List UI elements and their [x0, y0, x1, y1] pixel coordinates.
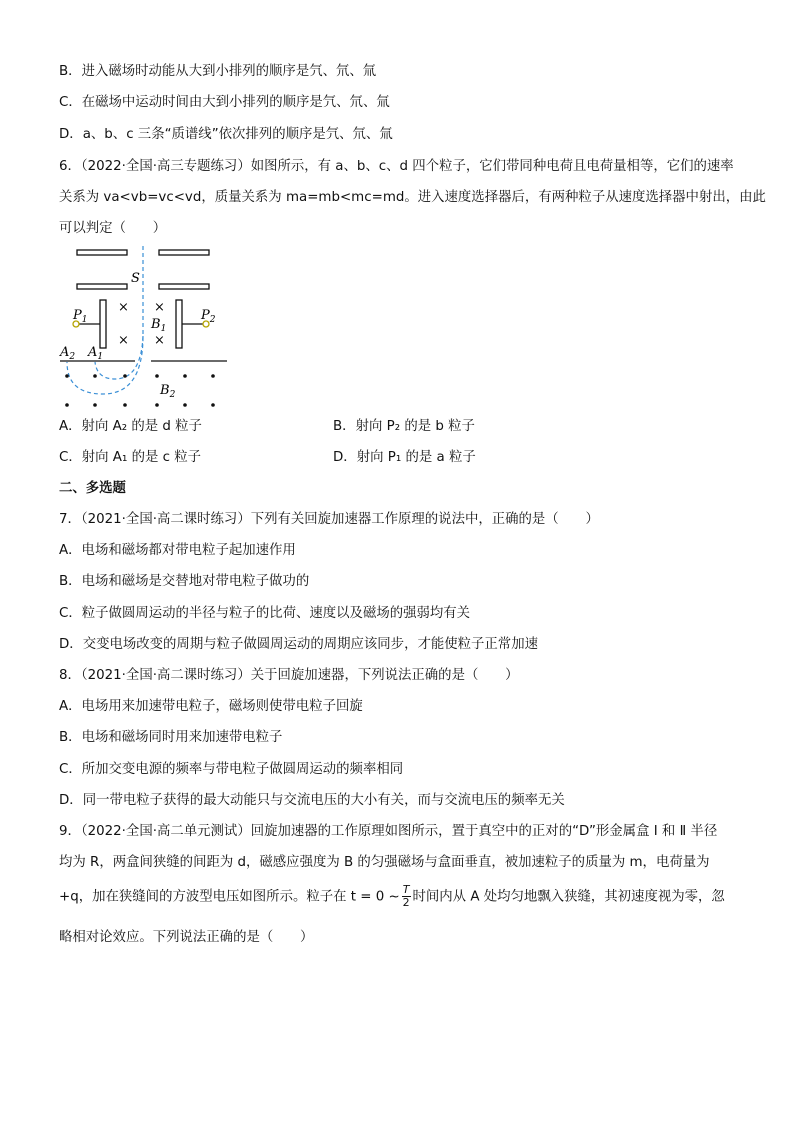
- q9-stem-line4: 略相对论效应。下列说法正确的是（ ）: [59, 930, 314, 945]
- q5-option-b: B．进入磁场时动能从大到小排列的顺序是氕、氘、氚: [59, 64, 377, 79]
- q7-option-c: C．粒子做圆周运动的半径与粒子的比荷、速度以及磁场的强弱均有关: [59, 606, 471, 621]
- q6-option-c: C．射向 A₁ 的是 c 粒子: [59, 450, 202, 465]
- q5-option-c: C．在磁场中运动时间由大到小排列的顺序是氕、氘、氚: [59, 95, 390, 110]
- q7-option-d: D．交变电场改变的周期与粒子做圆周运动的周期应该同步，才能使粒子正常加速: [59, 637, 538, 652]
- q9-stem-line2: 均为 R，两盒间狭缝的间距为 d，磁感应强度为 B 的匀强磁场与盒面垂直，被加速粒子的质量为 m，电荷量为: [59, 855, 710, 870]
- label-b1: $B_1$: [151, 317, 167, 334]
- cross-1: ×: [118, 300, 129, 315]
- cross-3: ×: [154, 300, 165, 315]
- cross-2: ×: [118, 333, 129, 348]
- cross-4: ×: [154, 333, 165, 348]
- plate-p1: [100, 300, 106, 348]
- q6-stem-line3: 可以判定（ ）: [59, 221, 167, 236]
- q9-stem-line1: 9．（2022·全国·高二单元测试）回旋加速器的工作原理如图所示，置于真空中的正对的“D”形金属盒 Ⅰ 和 Ⅱ 半径: [59, 824, 718, 839]
- label-p1: $P_1$: [73, 308, 88, 325]
- label-b2: $B_2$: [160, 383, 176, 400]
- section-heading: 二、多选题: [59, 481, 126, 496]
- plate-slit-left: [77, 284, 127, 289]
- q6-option-b: B．射向 P₂ 的是 b 粒子: [333, 419, 475, 434]
- fraction-t-over-2: $\frac{T}{2}$: [402, 883, 410, 909]
- label-a1: $A_1$: [88, 345, 104, 362]
- q7-option-b: B．电场和磁场是交替地对带电粒子做功的: [59, 574, 310, 589]
- q6-stem-line2: 关系为 va<vb=vc<vd，质量关系为 ma=mb<mc=md。进入速度选择器后，有两种粒子从速度选择器中射出，由此: [59, 190, 766, 205]
- label-p2: $P_2$: [201, 308, 216, 325]
- q9-stem-line3: +q，加在狭缝间的方波型电压如图所示。粒子在 t = 0 ~ $\frac{T}{2}$ 时间内从 A 处均匀地飘入狭缝，其初速度视为零，忽: [59, 883, 725, 909]
- q7-option-a: A．电场和磁场都对带电粒子起加速作用: [59, 543, 296, 558]
- q5-option-d: D．a、b、c 三条“质谱线”依次排列的顺序是氕、氘、氚: [59, 127, 393, 142]
- q8-stem: 8．（2021·全国·高二课时练习）关于回旋加速器，下列说法正确的是（ ）: [59, 668, 519, 683]
- velocity-selector-figure: [55, 244, 235, 414]
- q7-stem: 7．（2021·全国·高二课时练习）下列有关回旋加速器工作原理的说法中，正确的是（ ）: [59, 512, 599, 527]
- plate-top-left: [77, 250, 127, 255]
- label-a2: $A_2$: [60, 345, 76, 362]
- magnetic-field-dots: [65, 374, 215, 407]
- q8-option-b: B．电场和磁场同时用来加速带电粒子: [59, 730, 283, 745]
- plate-slit-right: [159, 284, 209, 289]
- q6-option-a: A．射向 A₂ 的是 d 粒子: [59, 419, 202, 434]
- q8-option-a: A．电场用来加速带电粒子，磁场则使带电粒子回旋: [59, 699, 363, 714]
- q6-option-d: D．射向 P₁ 的是 a 粒子: [333, 450, 476, 465]
- q6-stem-line1: 6．（2022·全国·高三专题练习）如图所示，有 a、b、c、d 四个粒子，它们带同种电荷且电荷量相等，它们的速率: [59, 159, 734, 174]
- label-s: S: [131, 271, 140, 286]
- q8-option-d: D．同一带电粒子获得的最大动能只与交流电压的大小有关，而与交流电压的频率无关: [59, 793, 565, 808]
- q8-option-c: C．所加交变电源的频率与带电粒子做圆周运动的频率相同: [59, 762, 404, 777]
- plate-top-right: [159, 250, 209, 255]
- plate-p2: [176, 300, 182, 348]
